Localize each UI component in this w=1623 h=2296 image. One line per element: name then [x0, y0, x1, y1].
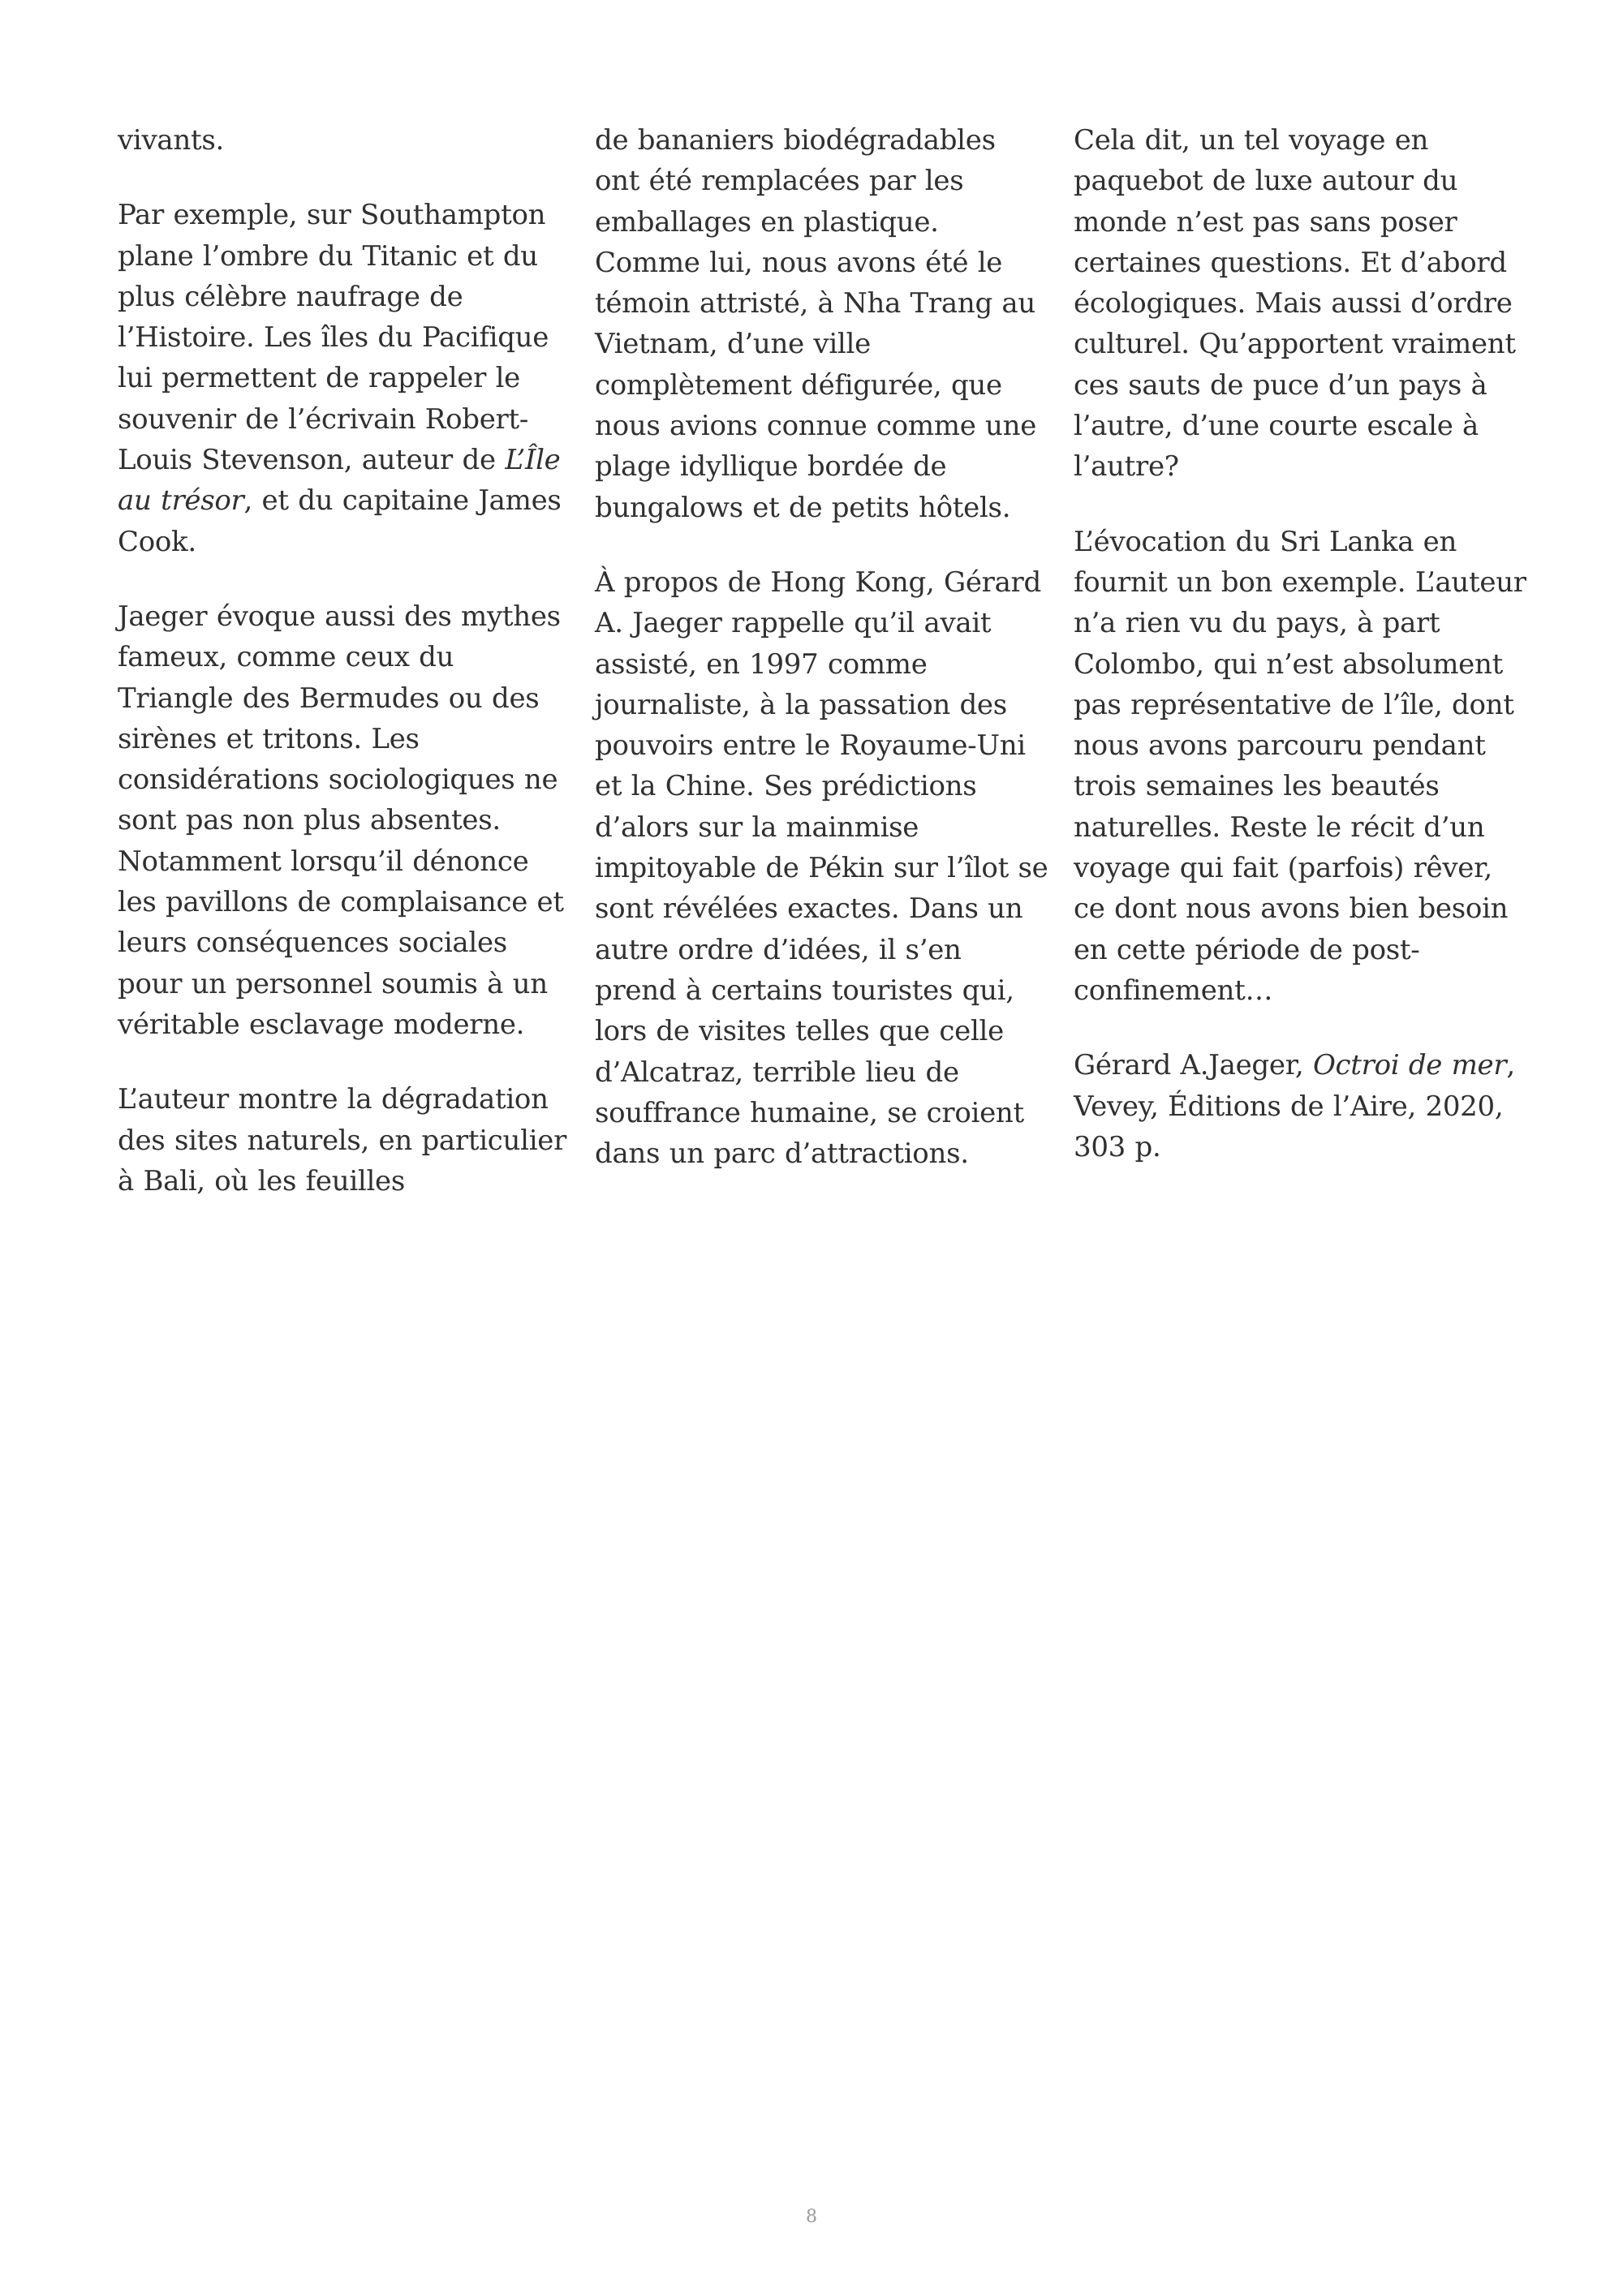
paragraph-degradation: L’auteur montre la dégradation des sites naturels, en particulier à Bali, où les feuilles: [118, 1083, 567, 1197]
paragraph-vivants: vivants.: [118, 124, 224, 157]
page-number: 8: [806, 2207, 817, 2227]
paragraph-mythes: Jaeger évoque aussi des mythes fameux, comme ceux du Triangle des Bermudes ou des sirènes et tritons. Les considérations sociologiques ne sont pas non plus absentes. Notamment lorsqu’il dénonce les pavillons de complaisance et leurs conséquences sociales pour un personnel soumis à un véritable esclavage moderne.: [118, 600, 564, 1041]
text-column-3: [1074, 120, 1528, 1202]
paragraph-voyage-questions: Cela dit, un tel voyage en paquebot de luxe autour du monde n’est pas sans poser certaines questions. Et d’abord écologiques. Mais aussi d’ordre culturel. Qu’apportent vraiment ces sauts de puce d’un pays à l’autre, d’une courte escale à l’autre?: [1074, 124, 1516, 484]
book-title-ile-au-tresor: L’Île au trésor: [118, 444, 561, 518]
paragraph-southampton: [118, 195, 572, 562]
citation-author: Gérard A.Jaeger,: [1074, 1049, 1313, 1082]
citation-title: Octroi de mer: [1312, 1049, 1507, 1082]
paragraph-southampton-tail: , et du capitaine James Cook.: [118, 484, 562, 558]
book-citation: [1074, 1045, 1528, 1167]
paragraph-sri-lanka: L’évocation du Sri Lanka en fournit un bon exemple. L’auteur n’a rien vu du pays, à part Colombo, qui n’est absolument pas représentative de l’île, dont nous avons parcouru pendant trois semaines les beautés naturelles. Reste le récit d’un voyage qui fait (parfois) rêver, ce dont nous avons bien besoin en cette période de post-confinement…: [1074, 525, 1526, 1007]
paragraph-southampton-text: Par exemple, sur Southampton plane l’ombre du Titanic et du plus célèbre naufrage de l’Histoire. Les îles du Pacifique lui permettent de rappeler le souvenir de l’écrivain Robert-Louis Stevenson, auteur de: [118, 199, 549, 477]
paragraph-bananiers: de bananiers biodégradables ont été remplacées par les emballages en plastique. Comme lui, nous avons été le témoin attristé, à Nha Trang au Vietnam, d’une ville complètement défigurée, que nous avions connue comme une plage idyllique bordée de bungalows et de petits hôtels.: [595, 124, 1037, 524]
text-column-1: [118, 120, 572, 1236]
paragraph-hong-kong: À propos de Hong Kong, Gérard A. Jaeger rappelle qu’il avait assisté, en 1997 comme journaliste, à la passation des pouvoirs entre le Royaume-Uni et la Chine. Ses prédictions d’alors sur la mainmise impitoyable de Pékin sur l’îlot se sont révélées exactes. Dans un autre ordre d’idées, il s’en prend à certains touristes qui, lors de visites telles que celle d’Alcatraz, terrible lieu de souffrance humaine, se croient dans un parc d’attractions.: [595, 565, 1048, 1171]
citation-details: , Vevey, Éditions de l’Aire, 2020, 303 p.: [1074, 1049, 1515, 1163]
text-column-2: [595, 120, 1049, 1208]
